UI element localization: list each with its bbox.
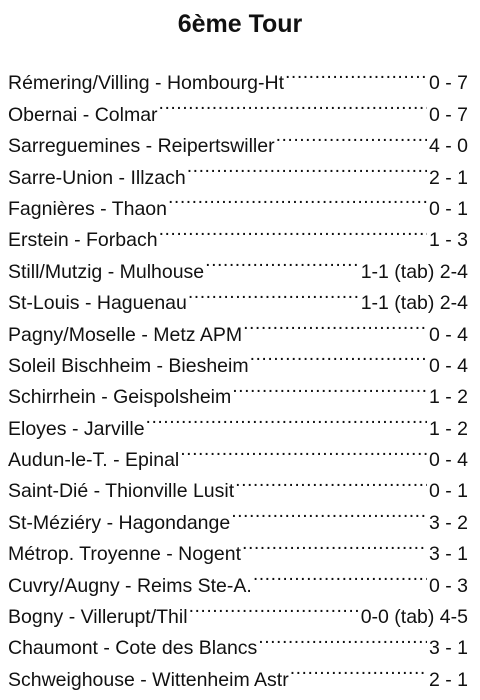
match-score: 2 - 1 bbox=[428, 166, 468, 189]
dot-leader bbox=[290, 654, 427, 685]
match-score: 0-0 (tab) 4-5 bbox=[360, 606, 468, 629]
match-teams: Pagny/Moselle - Metz APM bbox=[8, 323, 243, 346]
match-teams: Still/Mutzig - Mulhouse bbox=[8, 260, 205, 283]
match-score: 1-1 (tab) 2-4 bbox=[360, 292, 468, 315]
match-teams: Chaumont - Cote des Blancs bbox=[8, 637, 258, 660]
match-teams: Cuvry/Augny - Reims Ste-A. bbox=[8, 574, 252, 597]
dot-leader bbox=[188, 278, 359, 309]
match-teams: Erstein - Forbach bbox=[8, 229, 158, 252]
dot-leader bbox=[180, 435, 427, 466]
dot-leader bbox=[232, 372, 427, 403]
dot-leader bbox=[187, 152, 427, 183]
match-teams: Eloyes - Jarville bbox=[8, 417, 145, 440]
match-teams: Schweighouse - Wittenheim Astr bbox=[8, 668, 289, 691]
dot-leader bbox=[159, 89, 427, 120]
dot-leader bbox=[285, 58, 427, 89]
match-score: 1 - 2 bbox=[428, 386, 468, 409]
match-score: 0 - 7 bbox=[428, 103, 468, 126]
dot-leader bbox=[159, 215, 427, 246]
match-score: 3 - 1 bbox=[428, 637, 468, 660]
dot-leader bbox=[205, 246, 359, 277]
dot-leader bbox=[168, 184, 427, 215]
dot-leader bbox=[235, 466, 427, 497]
match-score: 0 - 4 bbox=[428, 354, 468, 377]
dot-leader bbox=[146, 403, 427, 434]
match-teams: Obernai - Colmar bbox=[8, 103, 158, 126]
dot-leader bbox=[189, 592, 359, 623]
match-teams: Rémering/Villing - Hombourg-Ht bbox=[8, 72, 284, 95]
dot-leader bbox=[258, 623, 427, 654]
match-teams: St-Méziéry - Hagondange bbox=[8, 511, 231, 534]
match-teams: Bogny - Villerupt/Thil bbox=[8, 606, 188, 629]
match-score: 0 - 1 bbox=[428, 197, 468, 220]
match-score: 2 - 1 bbox=[428, 668, 468, 691]
match-teams: Fagnières - Thaon bbox=[8, 197, 167, 220]
match-score: 1-1 (tab) 2-4 bbox=[360, 260, 468, 283]
match-score: 0 - 4 bbox=[428, 323, 468, 346]
round-title: 6ème Tour bbox=[177, 10, 303, 38]
match-score: 1 - 3 bbox=[428, 229, 468, 252]
dot-leader bbox=[250, 341, 427, 372]
match-score: 3 - 2 bbox=[428, 511, 468, 534]
match-teams: Soleil Bischheim - Biesheim bbox=[8, 354, 249, 377]
match-score: 0 - 3 bbox=[428, 574, 468, 597]
match-score: 0 - 1 bbox=[428, 480, 468, 503]
match-teams: Saint-Dié - Thionville Lusit bbox=[8, 480, 235, 503]
match-teams: Sarre-Union - Illzach bbox=[8, 166, 186, 189]
dot-leader bbox=[253, 560, 427, 591]
result-row bbox=[8, 58, 468, 95]
match-score: 1 - 2 bbox=[428, 417, 468, 440]
match-score: 0 - 7 bbox=[428, 72, 468, 95]
dot-leader bbox=[243, 309, 427, 340]
dot-leader bbox=[242, 529, 427, 560]
match-score: 4 - 0 bbox=[428, 135, 468, 158]
match-teams: Métrop. Troyenne - Nogent bbox=[8, 543, 242, 566]
match-score: 3 - 1 bbox=[428, 543, 468, 566]
dot-leader bbox=[276, 121, 427, 152]
match-score: 0 - 4 bbox=[428, 449, 468, 472]
match-teams: Audun-le-T. - Epinal bbox=[8, 449, 180, 472]
results-list bbox=[8, 58, 468, 691]
match-teams: Schirrhein - Geispolsheim bbox=[8, 386, 232, 409]
match-teams: Sarreguemines - Reipertswiller bbox=[8, 135, 275, 158]
match-teams: St-Louis - Haguenau bbox=[8, 292, 187, 315]
dot-leader bbox=[231, 497, 427, 528]
